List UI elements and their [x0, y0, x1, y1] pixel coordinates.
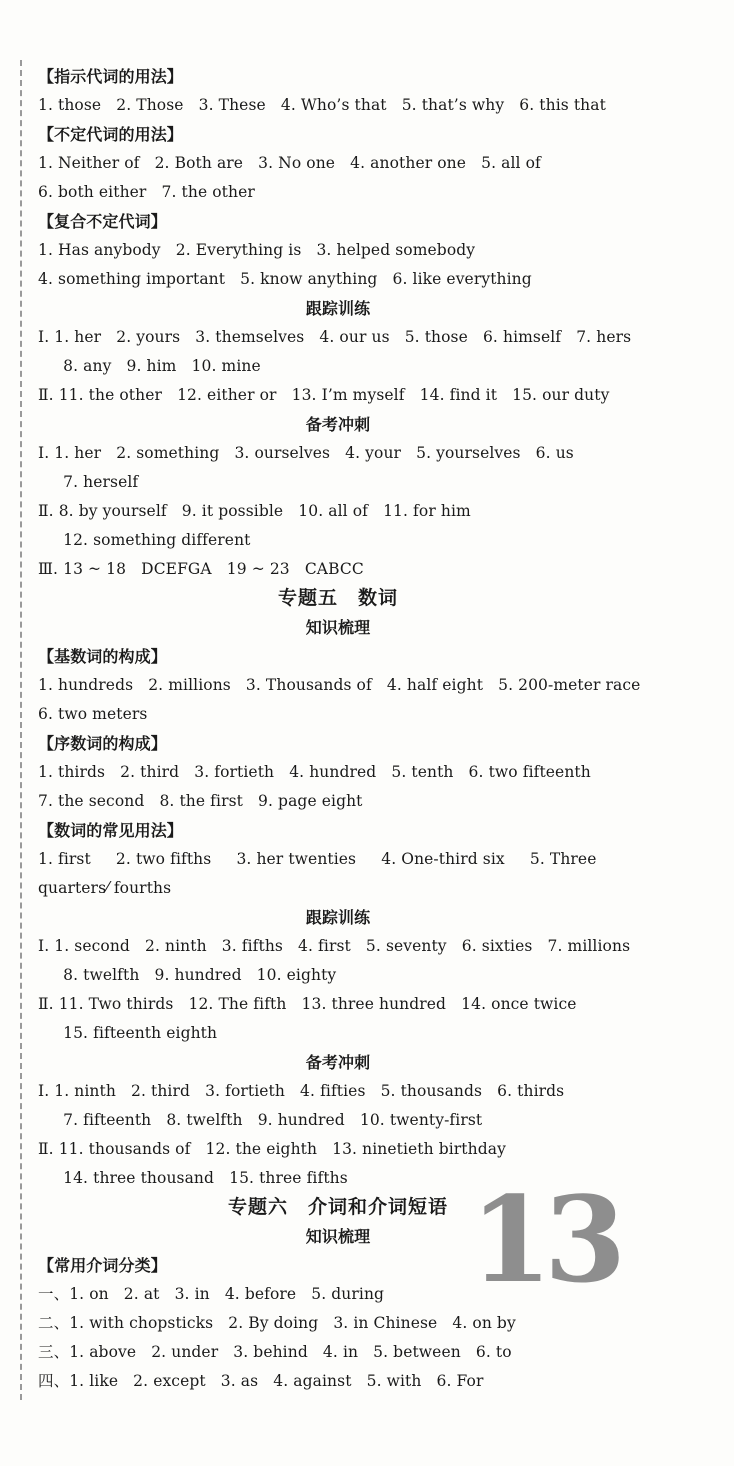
- subsection-title: 知识梳理: [305, 618, 371, 637]
- answer-line: Ⅰ. 1. second 2. ninth 3. fifths 4. first 5. seventy 6. sixties 7. millions: [38, 937, 631, 955]
- answer-line: Ⅱ. 8. by yourself 9. it possible 10. all of 11. for him: [38, 502, 471, 520]
- section-header: 【不定代词的用法】: [38, 125, 183, 144]
- subsection-title: 知识梳理: [305, 1227, 371, 1246]
- section-header: 【常用介词分类】: [38, 1256, 167, 1275]
- page-number: 13: [470, 1170, 619, 1309]
- answer-line: 8. twelfth 9. hundred 10. eighty: [38, 966, 337, 984]
- answer-line: 7. fifteenth 8. twelfth 9. hundred 10. twenty-first: [38, 1111, 483, 1129]
- answer-line: 三、1. above 2. under 3. behind 4. in 5. between 6. to: [38, 1343, 512, 1361]
- section-header: 【数词的常见用法】: [38, 821, 183, 840]
- answer-line: Ⅱ. 11. thousands of 12. the eighth 13. ninetieth birthday: [38, 1140, 506, 1158]
- answer-line: 4. something important 5. know anything 6. like everything: [38, 270, 532, 288]
- section-header: 【指示代词的用法】: [38, 67, 183, 86]
- answer-line: 一、1. on 2. at 3. in 4. before 5. during: [38, 1285, 385, 1303]
- subsection-title: 备考冲刺: [305, 1053, 371, 1072]
- subsection-title: 跟踪训练: [305, 299, 371, 318]
- answer-line: 1. thirds 2. third 3. fortieth 4. hundred 5. tenth 6. two fifteenth: [38, 763, 591, 781]
- answer-line: 6. two meters: [38, 705, 148, 723]
- answer-line: Ⅱ. 11. Two thirds 12. The fifth 13. three hundred 14. once twice: [38, 995, 577, 1013]
- answer-line: 四、1. like 2. except 3. as 4. against 5. with 6. For: [38, 1372, 484, 1390]
- section-header: 【复合不定代词】: [38, 212, 167, 231]
- answer-line: 二、1. with chopsticks 2. By doing 3. in Chinese 4. on by: [38, 1314, 516, 1332]
- answer-line: Ⅲ. 13 ~ 18 DCEFGA 19 ~ 23 CABCC: [38, 560, 364, 578]
- answer-line: 1. Has anybody 2. Everything is 3. helped somebody: [38, 241, 476, 259]
- answer-line: 6. both either 7. the other: [38, 183, 255, 201]
- answer-line: 7. herself: [38, 473, 139, 491]
- subsection-title: 备考冲刺: [305, 415, 371, 434]
- answer-line: Ⅰ. 1. her 2. something 3. ourselves 4. your 5. yourselves 6. us: [38, 444, 574, 462]
- answer-line: Ⅰ. 1. ninth 2. third 3. fortieth 4. fifties 5. thousands 6. thirds: [38, 1082, 565, 1100]
- topic-title: 专题五 数词: [277, 587, 398, 609]
- answer-line: 1. first 2. two fifths 3. her twenties 4. One-third six 5. Three: [38, 850, 597, 868]
- section-header: 【序数词的构成】: [38, 734, 167, 753]
- answer-line: 1. Neither of 2. Both are 3. No one 4. another one 5. all of: [38, 154, 541, 172]
- answer-line: 12. something different: [38, 531, 251, 549]
- topic-title: 专题六 介词和介词短语: [227, 1196, 448, 1218]
- answer-line: quarters⁄ fourths: [38, 879, 172, 897]
- answer-line: 14. three thousand 15. three fifths: [38, 1169, 348, 1187]
- answer-line: 8. any 9. him 10. mine: [38, 357, 261, 375]
- answer-line: 1. hundreds 2. millions 3. Thousands of 4. half eight 5. 200-meter race: [38, 676, 641, 694]
- binding-dashed-line: [20, 60, 22, 1400]
- answer-line: 1. those 2. Those 3. These 4. Who’s that 5. that’s why 6. this that: [38, 96, 606, 114]
- answer-line: Ⅰ. 1. her 2. yours 3. themselves 4. our us 5. those 6. himself 7. hers: [38, 328, 632, 346]
- answer-line: 15. fifteenth eighth: [38, 1024, 218, 1042]
- answer-line: 7. the second 8. the first 9. page eight: [38, 792, 363, 810]
- section-header: 【基数词的构成】: [38, 647, 167, 666]
- answer-line: Ⅱ. 11. the other 12. either or 13. I’m myself 14. find it 15. our duty: [38, 386, 610, 404]
- subsection-title: 跟踪训练: [305, 908, 371, 927]
